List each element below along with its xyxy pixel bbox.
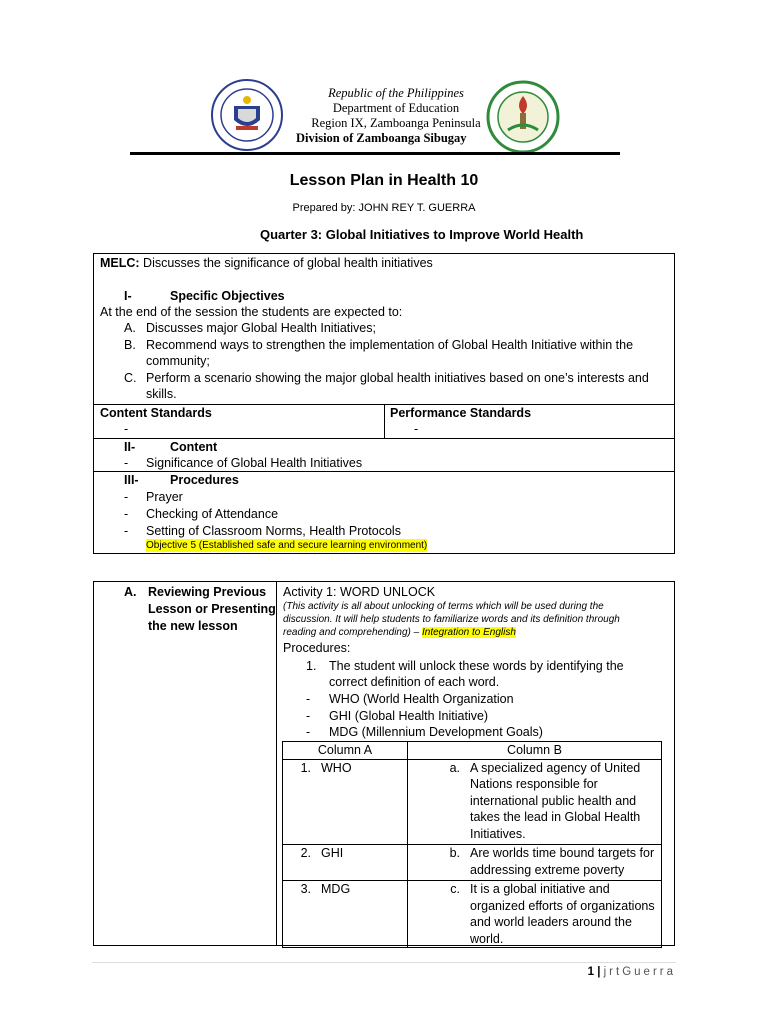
page-number: 1: [587, 966, 595, 978]
deped-seal-right: [486, 80, 560, 159]
def-line: international public health and: [470, 793, 637, 808]
page-footer: [560, 966, 676, 978]
letterhead-division: Division of Zamboanga Sibugay: [296, 131, 467, 145]
table-row: [283, 759, 662, 845]
section1-title: Specific Objectives: [170, 289, 285, 303]
term-text: GHI: [321, 846, 344, 860]
step-a-line1: Reviewing Previous: [148, 585, 267, 599]
content-dash: -: [124, 456, 129, 470]
content-standards-label: Content Standards: [100, 406, 212, 420]
term-cell: [283, 845, 408, 881]
definition-cell: [408, 845, 662, 881]
definition-cell: [408, 759, 662, 845]
melc-label: MELC:: [100, 256, 140, 270]
step1-line1: The student will unlock these words by identifying the: [329, 659, 624, 673]
section2-title: Content: [170, 440, 218, 454]
column-a-header: Column A: [283, 742, 408, 760]
def-line: and world leaders around the: [470, 915, 632, 929]
term-text: MDG: [321, 882, 351, 896]
term-num: 3.: [300, 882, 311, 896]
deped-seal-left: [210, 78, 284, 157]
activity-note-text: reading and comprehending) –: [283, 627, 422, 638]
proc-dash: -: [124, 490, 129, 504]
letterhead-region: Region IX, Zamboanga Peninsula: [311, 116, 481, 130]
table-row: [283, 845, 662, 881]
def-line: addressing extreme poverty: [470, 862, 625, 877]
def-line: A specialized agency of United: [470, 760, 641, 775]
letterhead-department: Department of Education: [332, 101, 460, 115]
obj-c-line1: Perform a scenario showing the major global health initiatives based on one’s interests and: [146, 371, 649, 385]
term-dash: -: [306, 725, 311, 739]
def-line: takes the lead in Global Health: [470, 810, 641, 824]
proc-dash: -: [124, 524, 129, 538]
term-ghi: GHI (Global Health Initiative): [329, 709, 489, 723]
performance-standards-label: Performance Standards: [390, 406, 532, 420]
section1-num: I-: [124, 289, 132, 303]
prepared-by: Prepared by: JOHN REY T. GUERRA: [292, 202, 476, 214]
quarter-heading: Quarter 3: Global Initiatives to Improve World Health: [260, 227, 584, 242]
def-line: organized efforts of organizations: [470, 898, 655, 913]
integration-highlight: Integration to English: [421, 627, 516, 638]
term-dash: -: [306, 692, 311, 706]
term-num: 1.: [300, 760, 311, 775]
proc-dash: -: [124, 507, 129, 521]
section3-title: Procedures: [170, 473, 239, 487]
footer-separator: |: [594, 966, 604, 978]
term-cell: [283, 881, 408, 948]
performance-standards-value: -: [414, 422, 419, 436]
activity-note-line3: [283, 626, 516, 639]
proc-prayer: Prayer: [146, 490, 183, 504]
divider: [276, 582, 277, 945]
step-a-line2: Lesson or Presenting: [148, 602, 276, 616]
term-who: WHO (World Health Organization: [329, 692, 514, 706]
letterhead-text: [296, 86, 496, 146]
term-cell: [283, 759, 408, 845]
procedures-label: Procedures:: [283, 641, 351, 655]
def-line: world.: [470, 931, 504, 946]
division-seal-icon: [486, 80, 560, 154]
def-line: Initiatives.: [470, 826, 526, 841]
obj-b-line2: community;: [146, 354, 210, 368]
step-a-line3: the new lesson: [148, 619, 238, 633]
step1-num: 1.: [306, 659, 317, 673]
content-standards-value: -: [124, 422, 129, 436]
deped-seal-icon: [210, 78, 284, 152]
term-text: WHO: [321, 760, 352, 775]
letterhead-republic: Republic of the Philippines: [328, 86, 464, 100]
word-unlock-table: [282, 741, 662, 948]
column-b-header: Column B: [408, 742, 662, 760]
obj-a: Discusses major Global Health Initiatives;: [146, 321, 376, 335]
step-a-letter: A.: [124, 585, 137, 599]
obj-c-letter: C.: [124, 371, 137, 385]
objectives-intro: At the end of the session the students are expected to:: [100, 305, 403, 319]
def-letter: a.: [449, 760, 460, 775]
obj-c-line2: skills.: [146, 387, 177, 401]
objectives-box: [93, 253, 675, 554]
step1-line2: correct definition of each word.: [329, 675, 500, 689]
melc-text: Discusses the significance of global health initiatives: [139, 256, 433, 270]
activity-title: Activity 1: WORD UNLOCK: [283, 585, 436, 599]
term-num: 2.: [300, 846, 311, 860]
melc-line: [100, 255, 433, 272]
section3-num: III-: [124, 473, 139, 487]
proc-norms: Setting of Classroom Norms, Health Protocols: [146, 524, 401, 538]
def-line: It is a global initiative and: [470, 882, 610, 896]
activity-note-line2: discussion. It will help students to familiarize words and its definition through: [283, 614, 620, 625]
table-row: [283, 881, 662, 948]
footer-author: jrtGuerra: [603, 966, 676, 978]
section2-num: II-: [124, 440, 136, 454]
def-line: Nations responsible for: [470, 777, 598, 791]
definition-cell: [408, 881, 662, 948]
def-letter: c.: [450, 882, 460, 896]
activity-note-line1: (This activity is all about unlocking of terms which will be used during the: [283, 601, 604, 612]
divider: [384, 404, 385, 438]
proc-attendance: Checking of Attendance: [146, 507, 279, 521]
page-title: Lesson Plan in Health 10: [289, 172, 479, 189]
def-letter: b.: [449, 846, 460, 860]
content-item: Significance of Global Health Initiatives: [146, 456, 363, 470]
obj-a-letter: A.: [124, 321, 136, 335]
objective5-highlight: Objective 5 (Established safe and secure learning environment): [146, 540, 428, 551]
footer-divider: [92, 962, 676, 963]
table-header-row: [283, 742, 662, 760]
obj-b-letter: B.: [124, 338, 136, 352]
letterhead-divider: [130, 152, 620, 155]
def-line: Are worlds time bound targets for: [470, 846, 655, 860]
term-mdg: MDG (Millennium Development Goals): [329, 725, 543, 739]
term-dash: -: [306, 709, 311, 723]
obj-b-line1: Recommend ways to strengthen the implementation of Global Health Initiative within the: [146, 338, 634, 352]
